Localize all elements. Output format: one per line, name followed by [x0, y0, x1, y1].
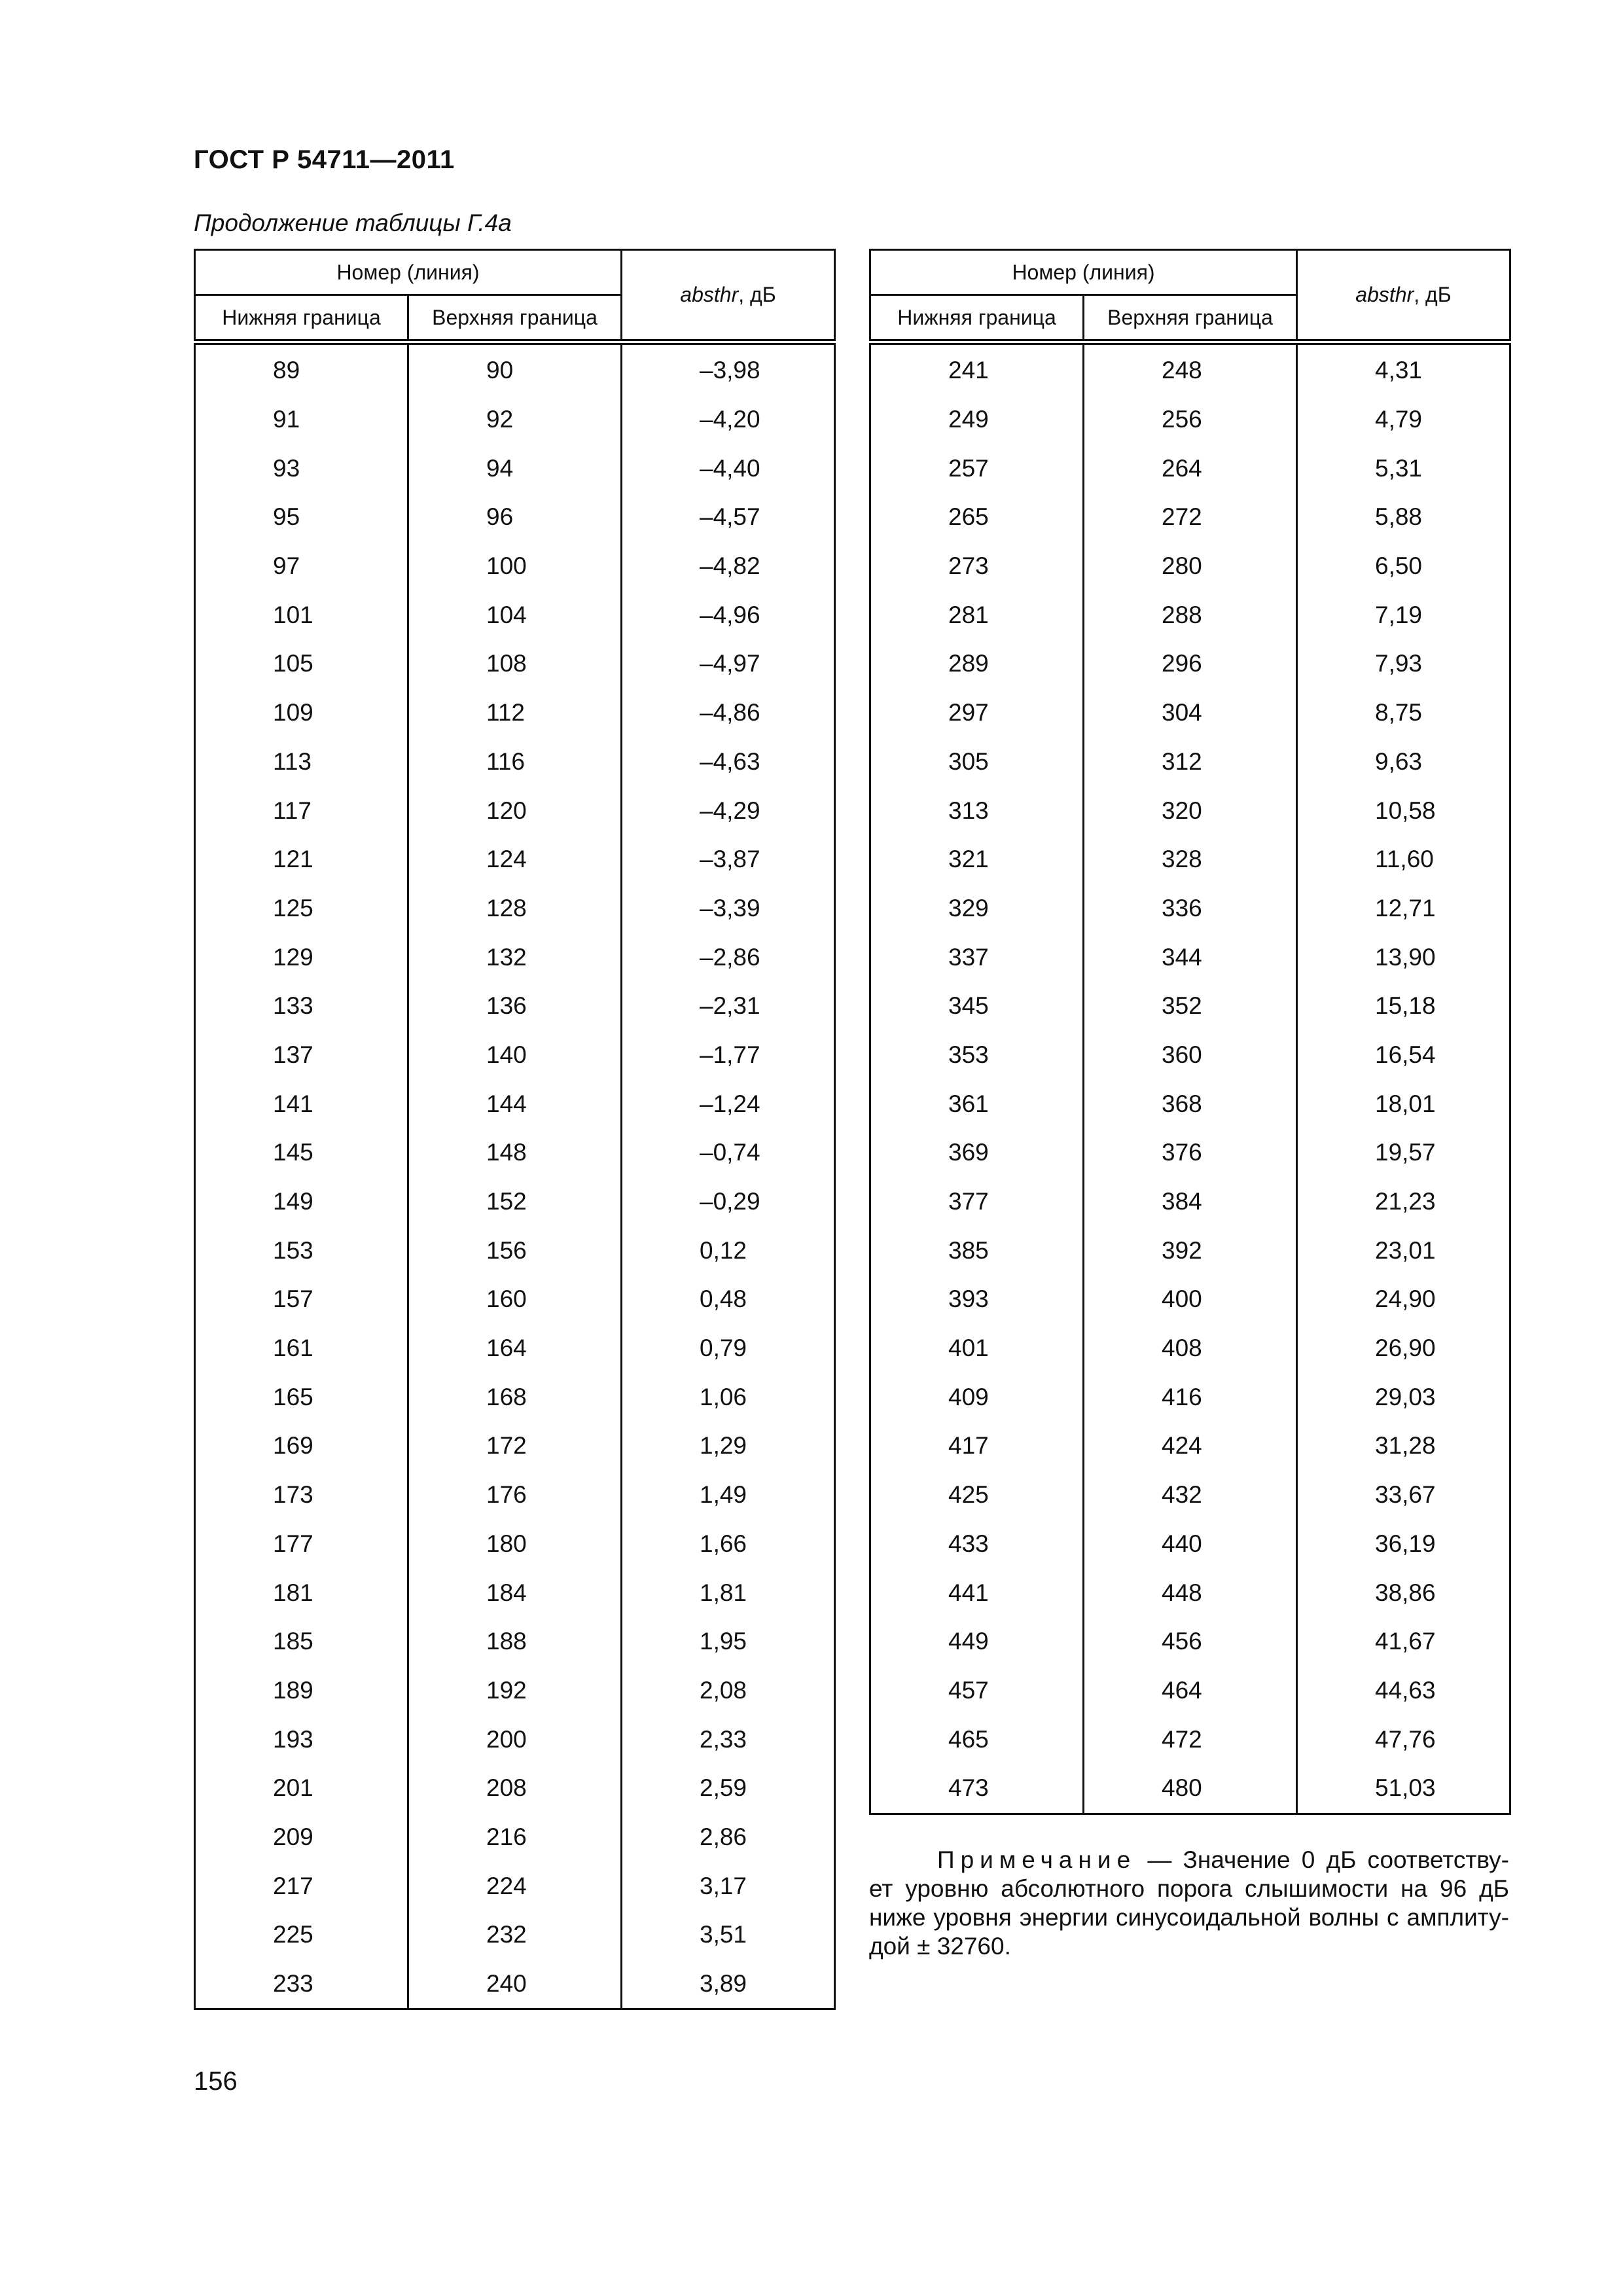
table-row	[195, 542, 835, 591]
upper-bound-cell: 148	[408, 1128, 622, 1177]
table-row	[195, 835, 835, 884]
table-row	[195, 1471, 835, 1520]
table-row	[870, 542, 1510, 591]
lower-bound-cell: 233	[195, 1960, 408, 2009]
table-row	[870, 1324, 1510, 1373]
absthr-cell: 10,58	[1297, 786, 1510, 835]
table-row	[195, 1960, 835, 2009]
table-row	[195, 342, 835, 395]
table-row	[195, 786, 835, 835]
table-row	[195, 1617, 835, 1666]
absthr-cell: –4,29	[622, 786, 835, 835]
table-row	[870, 1568, 1510, 1617]
absthr-cell: 31,28	[1297, 1422, 1510, 1471]
upper-bound-cell: 108	[408, 639, 622, 689]
absthr-cell: 23,01	[1297, 1226, 1510, 1275]
lower-bound-cell: 425	[870, 1471, 1084, 1520]
upper-bound-cell: 280	[1084, 542, 1297, 591]
table-row	[870, 493, 1510, 542]
absthr-cell: 4,31	[1297, 342, 1510, 395]
lower-bound-cell: 433	[870, 1520, 1084, 1569]
absthr-cell: 21,23	[1297, 1177, 1510, 1227]
absthr-cell: –2,31	[622, 982, 835, 1031]
upper-bound-cell: 312	[1084, 738, 1297, 787]
table-row	[195, 1764, 835, 1813]
table-row	[195, 444, 835, 493]
upper-bound-cell: 408	[1084, 1324, 1297, 1373]
table-row	[195, 1715, 835, 1764]
header-upper-bound: Верхняя граница	[1084, 295, 1297, 342]
upper-bound-cell: 264	[1084, 444, 1297, 493]
table-row	[870, 835, 1510, 884]
absthr-cell: 29,03	[1297, 1372, 1510, 1422]
table-row	[195, 982, 835, 1031]
upper-bound-cell: 96	[408, 493, 622, 542]
upper-bound-cell: 140	[408, 1031, 622, 1080]
table-row	[870, 342, 1510, 395]
upper-bound-cell: 128	[408, 884, 622, 933]
lower-bound-cell: 177	[195, 1520, 408, 1569]
table-row	[195, 1226, 835, 1275]
lower-bound-cell: 401	[870, 1324, 1084, 1373]
absthr-cell: 26,90	[1297, 1324, 1510, 1373]
table-row	[195, 933, 835, 982]
lower-bound-cell: 417	[870, 1422, 1084, 1471]
table-row	[870, 1715, 1510, 1764]
lower-bound-cell: 89	[195, 342, 408, 395]
upper-bound-cell: 240	[408, 1960, 622, 2009]
absthr-cell: 5,31	[1297, 444, 1510, 493]
lower-bound-cell: 105	[195, 639, 408, 689]
absthr-cell: 7,19	[1297, 590, 1510, 639]
header-lower-bound: Нижняя граница	[870, 295, 1084, 342]
lower-bound-cell: 241	[870, 342, 1084, 395]
absthr-cell: –4,86	[622, 689, 835, 738]
upper-bound-cell: 376	[1084, 1128, 1297, 1177]
lower-bound-cell: 189	[195, 1666, 408, 1715]
absthr-cell: –3,39	[622, 884, 835, 933]
upper-bound-cell: 392	[1084, 1226, 1297, 1275]
absthr-cell: –3,98	[622, 342, 835, 395]
header-absthr-symbol: absthr	[1355, 283, 1414, 306]
lower-bound-cell: 273	[870, 542, 1084, 591]
table-row	[870, 1422, 1510, 1471]
upper-bound-cell: 456	[1084, 1617, 1297, 1666]
absthr-cell: –1,24	[622, 1079, 835, 1128]
upper-bound-cell: 180	[408, 1520, 622, 1569]
table-row	[870, 689, 1510, 738]
table-row	[870, 1764, 1510, 1814]
lower-bound-cell: 281	[870, 590, 1084, 639]
lower-bound-cell: 173	[195, 1471, 408, 1520]
lower-bound-cell: 169	[195, 1422, 408, 1471]
header-absthr-unit: , дБ	[738, 283, 776, 306]
lower-bound-cell: 141	[195, 1079, 408, 1128]
absthr-cell: –4,40	[622, 444, 835, 493]
lower-bound-cell: 161	[195, 1324, 408, 1373]
table-row	[195, 1128, 835, 1177]
upper-bound-cell: 360	[1084, 1031, 1297, 1080]
absthr-cell: 33,67	[1297, 1471, 1510, 1520]
absthr-cell: 2,86	[622, 1813, 835, 1862]
lower-bound-cell: 217	[195, 1861, 408, 1910]
lower-bound-cell: 345	[870, 982, 1084, 1031]
lower-bound-cell: 265	[870, 493, 1084, 542]
table-row	[870, 933, 1510, 982]
lower-bound-cell: 133	[195, 982, 408, 1031]
lower-bound-cell: 121	[195, 835, 408, 884]
absthr-cell: 1,81	[622, 1568, 835, 1617]
lower-bound-cell: 185	[195, 1617, 408, 1666]
upper-bound-cell: 344	[1084, 933, 1297, 982]
lower-bound-cell: 117	[195, 786, 408, 835]
lower-bound-cell: 145	[195, 1128, 408, 1177]
lower-bound-cell: 457	[870, 1666, 1084, 1715]
absthr-cell: –1,77	[622, 1031, 835, 1080]
lower-bound-cell: 441	[870, 1568, 1084, 1617]
absthr-cell: –4,97	[622, 639, 835, 689]
lower-bound-cell: 165	[195, 1372, 408, 1422]
header-absthr-symbol: absthr	[680, 283, 739, 306]
upper-bound-cell: 328	[1084, 835, 1297, 884]
upper-bound-cell: 424	[1084, 1422, 1297, 1471]
upper-bound-cell: 104	[408, 590, 622, 639]
upper-bound-cell: 448	[1084, 1568, 1297, 1617]
left-table-body	[195, 342, 835, 2009]
right-table-body	[870, 342, 1510, 1814]
lower-bound-cell: 361	[870, 1079, 1084, 1128]
table-row	[870, 1666, 1510, 1715]
absthr-cell: 0,48	[622, 1275, 835, 1324]
lower-bound-cell: 91	[195, 395, 408, 444]
lower-bound-cell: 449	[870, 1617, 1084, 1666]
page-number: 156	[194, 2067, 238, 2096]
table-row	[870, 982, 1510, 1031]
table-row	[870, 395, 1510, 444]
table-row	[870, 786, 1510, 835]
table-row	[195, 1666, 835, 1715]
table-caption: Продолжение таблицы Г.4а	[194, 209, 512, 236]
upper-bound-cell: 248	[1084, 342, 1297, 395]
note-line-4: дой ± 32760.	[869, 1933, 1011, 1960]
absthr-cell: 38,86	[1297, 1568, 1510, 1617]
table-row	[195, 1177, 835, 1227]
upper-bound-cell: 216	[408, 1813, 622, 1862]
upper-bound-cell: 100	[408, 542, 622, 591]
table-row	[195, 1422, 835, 1471]
lower-bound-cell: 125	[195, 884, 408, 933]
lower-bound-cell: 249	[870, 395, 1084, 444]
header-absthr-unit: , дБ	[1414, 283, 1452, 306]
lower-bound-cell: 297	[870, 689, 1084, 738]
absthr-cell: 3,17	[622, 1861, 835, 1910]
absthr-cell: –4,20	[622, 395, 835, 444]
upper-bound-cell: 352	[1084, 982, 1297, 1031]
absthr-cell: 1,06	[622, 1372, 835, 1422]
upper-bound-cell: 368	[1084, 1079, 1297, 1128]
upper-bound-cell: 176	[408, 1471, 622, 1520]
lower-bound-cell: 201	[195, 1764, 408, 1813]
absthr-cell: –0,74	[622, 1128, 835, 1177]
table-row	[195, 493, 835, 542]
table-row	[870, 1372, 1510, 1422]
note-line-2: ет уровню абсолютного порога слышимости на 96 дБ	[869, 1875, 1509, 1902]
upper-bound-cell: 480	[1084, 1764, 1297, 1814]
lower-bound-cell: 337	[870, 933, 1084, 982]
lower-bound-cell: 465	[870, 1715, 1084, 1764]
absthr-cell: 8,75	[1297, 689, 1510, 738]
absthr-cell: 6,50	[1297, 542, 1510, 591]
lower-bound-cell: 377	[870, 1177, 1084, 1227]
header-line-number-group: Номер (линия)	[195, 250, 622, 295]
table-row	[870, 1226, 1510, 1275]
table-row	[870, 1617, 1510, 1666]
table-row	[870, 639, 1510, 689]
upper-bound-cell: 288	[1084, 590, 1297, 639]
absthr-cell: 9,63	[1297, 738, 1510, 787]
table-row	[195, 1520, 835, 1569]
upper-bound-cell: 472	[1084, 1715, 1297, 1764]
absthr-cell: 15,18	[1297, 982, 1510, 1031]
lower-bound-cell: 473	[870, 1764, 1084, 1814]
upper-bound-cell: 152	[408, 1177, 622, 1227]
header-line-number-group: Номер (линия)	[870, 250, 1297, 295]
upper-bound-cell: 160	[408, 1275, 622, 1324]
lower-bound-cell: 101	[195, 590, 408, 639]
upper-bound-cell: 112	[408, 689, 622, 738]
table-row	[195, 1324, 835, 1373]
threshold-table-left	[194, 249, 836, 2010]
absthr-cell: 18,01	[1297, 1079, 1510, 1128]
lower-bound-cell: 97	[195, 542, 408, 591]
absthr-cell: 1,49	[622, 1471, 835, 1520]
absthr-cell: 11,60	[1297, 835, 1510, 884]
note-line-3: ниже уровня энергии синусоидальной волны с амплиту-	[869, 1904, 1509, 1931]
lower-bound-cell: 113	[195, 738, 408, 787]
table-row	[870, 1128, 1510, 1177]
lower-bound-cell: 129	[195, 933, 408, 982]
lower-bound-cell: 225	[195, 1910, 408, 1960]
absthr-cell: 4,79	[1297, 395, 1510, 444]
table-row	[195, 1568, 835, 1617]
table-row	[195, 884, 835, 933]
upper-bound-cell: 144	[408, 1079, 622, 1128]
absthr-cell: 7,93	[1297, 639, 1510, 689]
absthr-cell: 1,66	[622, 1520, 835, 1569]
upper-bound-cell: 132	[408, 933, 622, 982]
table-row	[870, 444, 1510, 493]
lower-bound-cell: 153	[195, 1226, 408, 1275]
lower-bound-cell: 157	[195, 1275, 408, 1324]
upper-bound-cell: 188	[408, 1617, 622, 1666]
absthr-cell: –4,57	[622, 493, 835, 542]
lower-bound-cell: 329	[870, 884, 1084, 933]
lower-bound-cell: 181	[195, 1568, 408, 1617]
absthr-cell: 3,89	[622, 1960, 835, 2009]
table-row	[195, 1275, 835, 1324]
table-row	[870, 1471, 1510, 1520]
header-upper-bound: Верхняя граница	[408, 295, 622, 342]
upper-bound-cell: 136	[408, 982, 622, 1031]
upper-bound-cell: 224	[408, 1861, 622, 1910]
note-text-1: — Значение 0 дБ соответству-	[1136, 1846, 1509, 1873]
lower-bound-cell: 257	[870, 444, 1084, 493]
note-label: Примечание	[937, 1846, 1137, 1873]
table-row	[195, 1910, 835, 1960]
upper-bound-cell: 200	[408, 1715, 622, 1764]
table-row	[195, 1031, 835, 1080]
absthr-cell: 41,67	[1297, 1617, 1510, 1666]
upper-bound-cell: 168	[408, 1372, 622, 1422]
lower-bound-cell: 313	[870, 786, 1084, 835]
upper-bound-cell: 464	[1084, 1666, 1297, 1715]
table-row	[195, 590, 835, 639]
absthr-cell: 19,57	[1297, 1128, 1510, 1177]
table-row	[870, 1275, 1510, 1324]
table-row	[195, 395, 835, 444]
table-row	[195, 639, 835, 689]
table-row	[870, 1520, 1510, 1569]
lower-bound-cell: 305	[870, 738, 1084, 787]
table-row	[195, 689, 835, 738]
lower-bound-cell: 149	[195, 1177, 408, 1227]
upper-bound-cell: 184	[408, 1568, 622, 1617]
upper-bound-cell: 384	[1084, 1177, 1297, 1227]
upper-bound-cell: 304	[1084, 689, 1297, 738]
absthr-cell: 3,51	[622, 1910, 835, 1960]
upper-bound-cell: 120	[408, 786, 622, 835]
upper-bound-cell: 440	[1084, 1520, 1297, 1569]
note-line-1	[869, 1846, 1509, 1874]
lower-bound-cell: 95	[195, 493, 408, 542]
lower-bound-cell: 93	[195, 444, 408, 493]
upper-bound-cell: 92	[408, 395, 622, 444]
table-row	[870, 1177, 1510, 1227]
table-row	[870, 738, 1510, 787]
table-row	[870, 590, 1510, 639]
upper-bound-cell: 272	[1084, 493, 1297, 542]
absthr-cell: –4,63	[622, 738, 835, 787]
table-row	[195, 1372, 835, 1422]
lower-bound-cell: 109	[195, 689, 408, 738]
lower-bound-cell: 353	[870, 1031, 1084, 1080]
document-title: ГОСТ Р 54711—2011	[194, 145, 455, 174]
absthr-cell: 0,12	[622, 1226, 835, 1275]
upper-bound-cell: 164	[408, 1324, 622, 1373]
table-note	[869, 1846, 1509, 1961]
upper-bound-cell: 90	[408, 342, 622, 395]
absthr-cell: 12,71	[1297, 884, 1510, 933]
upper-bound-cell: 192	[408, 1666, 622, 1715]
absthr-cell: 51,03	[1297, 1764, 1510, 1814]
upper-bound-cell: 296	[1084, 639, 1297, 689]
table-row	[195, 1079, 835, 1128]
absthr-cell: 2,08	[622, 1666, 835, 1715]
header-absthr	[1297, 250, 1510, 342]
lower-bound-cell: 409	[870, 1372, 1084, 1422]
upper-bound-cell: 320	[1084, 786, 1297, 835]
table-row	[195, 1861, 835, 1910]
upper-bound-cell: 208	[408, 1764, 622, 1813]
upper-bound-cell: 416	[1084, 1372, 1297, 1422]
absthr-cell: 44,63	[1297, 1666, 1510, 1715]
upper-bound-cell: 94	[408, 444, 622, 493]
absthr-cell: –4,96	[622, 590, 835, 639]
absthr-cell: 2,33	[622, 1715, 835, 1764]
threshold-table-right	[869, 249, 1511, 1815]
absthr-cell: –0,29	[622, 1177, 835, 1227]
upper-bound-cell: 256	[1084, 395, 1297, 444]
lower-bound-cell: 393	[870, 1275, 1084, 1324]
header-lower-bound: Нижняя граница	[195, 295, 408, 342]
lower-bound-cell: 137	[195, 1031, 408, 1080]
lower-bound-cell: 321	[870, 835, 1084, 884]
absthr-cell: 2,59	[622, 1764, 835, 1813]
absthr-cell: 36,19	[1297, 1520, 1510, 1569]
upper-bound-cell: 232	[408, 1910, 622, 1960]
upper-bound-cell: 432	[1084, 1471, 1297, 1520]
table-row	[195, 738, 835, 787]
table-row	[870, 1031, 1510, 1080]
header-absthr	[622, 250, 835, 342]
upper-bound-cell: 172	[408, 1422, 622, 1471]
absthr-cell: 0,79	[622, 1324, 835, 1373]
table-row	[870, 1079, 1510, 1128]
absthr-cell: –4,82	[622, 542, 835, 591]
upper-bound-cell: 336	[1084, 884, 1297, 933]
upper-bound-cell: 116	[408, 738, 622, 787]
absthr-cell: –2,86	[622, 933, 835, 982]
absthr-cell: 47,76	[1297, 1715, 1510, 1764]
absthr-cell: 1,95	[622, 1617, 835, 1666]
table-row	[870, 884, 1510, 933]
upper-bound-cell: 400	[1084, 1275, 1297, 1324]
table-row	[195, 1813, 835, 1862]
upper-bound-cell: 124	[408, 835, 622, 884]
lower-bound-cell: 193	[195, 1715, 408, 1764]
absthr-cell: 1,29	[622, 1422, 835, 1471]
absthr-cell: –3,87	[622, 835, 835, 884]
absthr-cell: 16,54	[1297, 1031, 1510, 1080]
absthr-cell: 13,90	[1297, 933, 1510, 982]
lower-bound-cell: 369	[870, 1128, 1084, 1177]
lower-bound-cell: 385	[870, 1226, 1084, 1275]
lower-bound-cell: 289	[870, 639, 1084, 689]
absthr-cell: 24,90	[1297, 1275, 1510, 1324]
lower-bound-cell: 209	[195, 1813, 408, 1862]
absthr-cell: 5,88	[1297, 493, 1510, 542]
upper-bound-cell: 156	[408, 1226, 622, 1275]
